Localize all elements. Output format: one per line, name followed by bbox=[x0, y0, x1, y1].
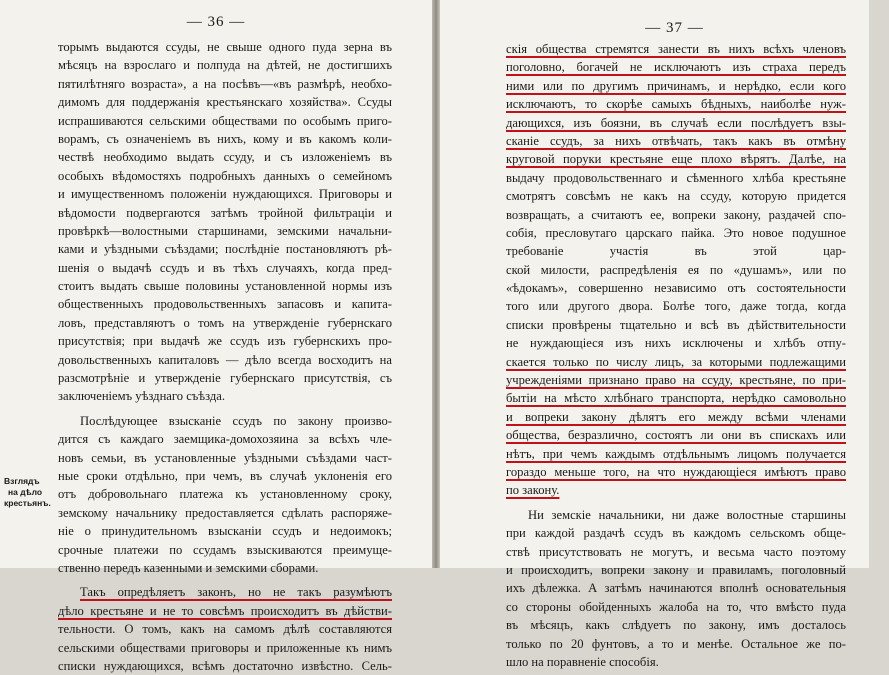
text-line: того или другого двора. Болѣе того, даже тогда, когда bbox=[506, 299, 846, 314]
underlined-line: Такъ опредѣляетъ законъ, но не такъ разумѣютъ bbox=[80, 585, 392, 600]
underlined-line: круговой поруки крестьяне еще плохо вѣрятъ. Далѣе, на bbox=[506, 152, 846, 167]
margin-note-line: на дѣло bbox=[8, 487, 43, 497]
text-line: ками и уѣздными съѣздами; послѣдніе постановляютъ рѣ- bbox=[58, 242, 392, 257]
text-line: возвращать, а считаютъ ее, вопреки закону, раздачей спо- bbox=[506, 207, 846, 222]
paragraph bbox=[506, 506, 846, 672]
text-line: сельскими обществами приговоры и приложенные къ нимъ bbox=[58, 640, 392, 655]
underlined-line: дѣло крестьяне и не то совсѣмъ происходитъ въ дѣйстви- bbox=[58, 603, 392, 618]
text-line: Ни земскіе начальники, ни даже волостные старшины bbox=[528, 507, 846, 522]
underlined-line: учрежденіями признано право на ссуду, крестьяне, по при- bbox=[506, 373, 846, 388]
text-line: разсмотрѣніе и утвержденіе губернскаго присутствія, съ bbox=[58, 371, 392, 386]
paragraph bbox=[58, 38, 392, 406]
page-number: — 37 — bbox=[645, 20, 704, 36]
text-line: испрашиваются сельскими обществами по особымъ приго- bbox=[58, 113, 392, 128]
text-line: провѣркѣ—волостными старшинами, земскими начальни- bbox=[58, 223, 392, 238]
text-line: новъ семьи, въ установленные уѣздными съѣздами част- bbox=[58, 450, 392, 465]
text-line: ловъ, представляютъ о томъ на утвержденіе губернскаго bbox=[58, 315, 392, 330]
underlined-line: ними или по другимъ причинамъ, и нерѣдко, если кого bbox=[506, 78, 846, 93]
text-line: только по 20 фунтовъ, а то и менѣе. Остальное же по- bbox=[506, 636, 846, 651]
text-line: общественныхъ продовольственныхъ запасовъ и капита- bbox=[58, 297, 392, 312]
text-line: ніе о принудительномъ взысканіи ссудъ и недоимокъ; bbox=[58, 524, 392, 539]
text-line: срочные платежи по ссудамъ взыскиваются преимуще- bbox=[58, 542, 392, 557]
text-line: «ѣдокамъ», совершенно независимо отъ состоятельности bbox=[506, 281, 846, 296]
underlined-line: бытіи на мѣсто хлѣбнаго транспорта, нерѣдко самовольно bbox=[506, 391, 846, 406]
paragraph bbox=[506, 40, 846, 500]
text-line: чествѣ необходимо выдать ссуду, и съ изложеніемъ въ bbox=[58, 150, 392, 165]
underlined-line: скается только по числу лицъ, за которыми подлежащими bbox=[506, 354, 846, 369]
text-line: отъ добровольнаго платежа къ установленному сроку, bbox=[58, 487, 392, 502]
text-line: списки нуждающихся, всѣмъ достаточно извѣстно. Сель- bbox=[58, 658, 392, 673]
text-line: смотрятъ совсѣмъ не какъ на ссуду, которую придется bbox=[506, 189, 846, 204]
text-line: довольственныхъ капиталовъ — дѣло всегда восходитъ на bbox=[58, 352, 392, 367]
underlined-line: нѣтъ, при чемъ каждымъ отдѣльнымъ лицомъ получается bbox=[506, 446, 846, 461]
book-gutter bbox=[432, 0, 440, 568]
text-line: пятилѣтняго возраста», а на посѣвъ—«въ размѣрѣ, необхо- bbox=[58, 76, 392, 91]
underlined-line: и вопреки закону дѣлятъ его между всѣми членами bbox=[506, 409, 846, 424]
text-line: тельности. О томъ, какъ на самомъ дѣлѣ составляются bbox=[58, 622, 392, 637]
text-line: требованіе участія въ этой цар- bbox=[506, 244, 846, 259]
right-page-text bbox=[506, 40, 846, 671]
underlined-line: по закону. bbox=[506, 483, 560, 498]
text-line: ствѣ присутствовать не могутъ, и весьма часто поэтому bbox=[506, 544, 846, 559]
text-line: при каждой раздачѣ ссудъ въ каждомъ сельскомъ обще- bbox=[506, 526, 846, 541]
text-line: присутствія; при выдачѣ же ссудъ изъ губернскихъ про- bbox=[58, 334, 392, 349]
text-line: торымъ выдаются ссуды, не свыше одного пуда зерна въ bbox=[58, 40, 392, 54]
text-line: димомъ для поддержанія крестьянскаго хозяйства». Ссуды bbox=[58, 95, 392, 110]
text-line: выдачу продовольственнаго и сѣменного хлѣба крестьяне bbox=[506, 170, 846, 185]
underlined-line: общества, безразлично, состоятъ ли они въ спискахъ или bbox=[506, 428, 846, 443]
text-line: ворамъ, съ означеніемъ въ нихъ, кому и въ какомъ коли- bbox=[58, 131, 392, 146]
text-line: стоитъ выдать свыше половины установленной нормы изъ bbox=[58, 279, 392, 294]
text-line: шло на поравненіе способія. bbox=[506, 654, 659, 669]
underlined-line: сканіе ссудъ, за нихъ отвѣчать, такъ какъ въ отмѣну bbox=[506, 133, 846, 148]
underlined-line: поголовно, богачей не исключаютъ изъ страха передъ bbox=[506, 60, 846, 75]
text-line: Послѣдующее взысканіе ссудъ по закону произво- bbox=[80, 413, 392, 428]
underlined-line: скія общества стремятся занести въ нихъ всѣхъ членовъ bbox=[506, 42, 846, 56]
text-line: ихъ дѣлежка. А затѣмъ начинаются вполнѣ основательныя bbox=[506, 581, 846, 596]
text-line: списки провѣрены тщательно и всѣ въ дѣйствительности bbox=[506, 317, 846, 332]
text-line: земскому начальнику предоставляется сдѣлать распоряже- bbox=[58, 505, 392, 520]
text-line: особыхъ вѣдомостяхъ подробныхъ данныхъ о семейномъ bbox=[58, 168, 392, 183]
margin-note-line: крестьянъ. bbox=[4, 498, 51, 508]
text-line: дится съ каждаго заемщика-домохозяина за всѣхъ чле- bbox=[58, 432, 392, 447]
left-page-text bbox=[58, 38, 392, 675]
text-line: и происходитъ, вопреки закону и правиламъ, поголовный bbox=[506, 562, 846, 577]
underlined-line: исключаютъ, то скорѣе самыхъ бѣдныхъ, наиболѣе нуж- bbox=[506, 97, 846, 112]
paragraph bbox=[58, 412, 392, 578]
text-line: и имущественномъ положеніи нуждающихся. Приговоры и bbox=[58, 187, 392, 202]
text-line: мѣсяцъ на взрослаго и полпуда на дѣтей, не достигшихъ bbox=[58, 58, 392, 73]
text-line: со стороны обойденныхъ жалоба на то, что вмѣсто пуда bbox=[506, 599, 846, 614]
text-line: въ мѣсяцъ, какъ слѣдуетъ по закону, имъ досталось bbox=[506, 618, 846, 633]
right-page bbox=[440, 0, 869, 669]
margin-note-line: Взглядъ bbox=[4, 476, 40, 486]
margin-note bbox=[4, 476, 52, 509]
text-line: заключеніемъ уѣзднаго съѣзда. bbox=[58, 389, 226, 404]
underlined-line: дающихся, изъ боязни, въ случаѣ если послѣдуетъ взы- bbox=[506, 115, 846, 130]
text-line: ской милости, распредѣленія ея по «душамъ», или по bbox=[506, 262, 846, 277]
text-line: ственно передъ казенными и земскими сборами. bbox=[58, 560, 319, 575]
text-line: вѣдомости подвергаются затѣмъ тройной фильтраціи и bbox=[58, 205, 392, 220]
paragraph bbox=[58, 583, 392, 675]
underlined-line: гораздо меньше того, на что нуждающіеся имѣютъ право bbox=[506, 464, 846, 479]
text-line: не нуждающіеся изъ нихъ исключены и хлѣбъ отпу- bbox=[506, 336, 846, 351]
left-page bbox=[0, 0, 432, 673]
text-line: шенія о выдачѣ ссудъ и въ тѣхъ случаяхъ, когда пред- bbox=[58, 260, 392, 275]
text-line: ные сроки отдѣльно, при чемъ, въ случаѣ уклоненія его bbox=[58, 468, 392, 483]
page-number: — 36 — bbox=[186, 14, 246, 30]
text-line: собія, пресловутаго царскаго пайка. Это новое подушное bbox=[506, 225, 846, 240]
